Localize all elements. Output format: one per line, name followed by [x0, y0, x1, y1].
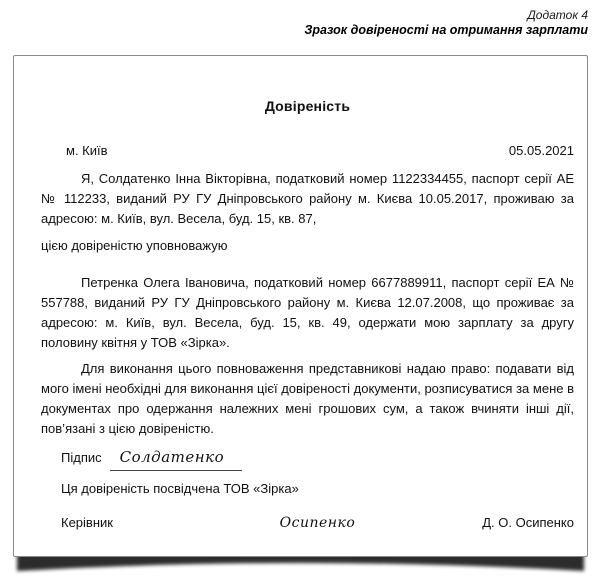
footer-row — [41, 513, 574, 533]
footer-name: Д. О. Осипенко — [482, 515, 574, 530]
signature-handwritten: Солдатенко — [110, 445, 242, 471]
paragraph-agent: Петренка Олега Івановича, податковий номер 6677889911, паспорт серії ЕА № 557788, виданий РУ ГУ Дніпровського району м. Києва 12.07.2008, що проживає за адресою: м. Київ, вул. Весела, буд. 15, кв. 49, одержати мою зарплату за другу половину квітня у ТОВ «Зірка». — [41, 275, 574, 350]
paragraph-principal: Я, Солдатенко Інна Вікторівна, податковий номер 1122334455, паспорт серії АЕ № 112233, виданий РУ ГУ Дніпровського району м. Києва 10.05.2017, проживаю за адресою: м. Київ, вул. Весела, буд. 15, кв. 87, — [41, 171, 574, 226]
document-title: Довіреність — [264, 98, 351, 114]
authorize-line: цією довіреністю уповноважую — [41, 238, 228, 253]
footer-role: Керівник — [61, 515, 113, 530]
footer-signature-handwritten: Осипенко — [279, 515, 356, 531]
place-city: м. Київ — [66, 143, 108, 158]
certification-line: Ця довіреність посвідчена ТОВ «Зірка» — [61, 481, 299, 496]
annex-subtitle: Зразок довіреності на отримання зарплати — [304, 23, 588, 37]
paragraph-powers: Для виконання цього повноваження представникові надаю право: подавати від мого імені необхідні для виконання цієї довіреності документи, розписуватися за мене в документах про одержання належних мені грошових сум, а також вчиняти інші дії, пов’язані з цією довіреністю. — [41, 361, 574, 436]
document-date: 05.05.2021 — [508, 143, 574, 158]
place-date-row — [41, 142, 574, 160]
signature-label: Підпис — [61, 450, 102, 465]
annex-header — [304, 8, 588, 38]
signature-row — [61, 445, 574, 471]
document-page — [13, 55, 588, 557]
annex-number: Додаток 4 — [527, 8, 588, 22]
